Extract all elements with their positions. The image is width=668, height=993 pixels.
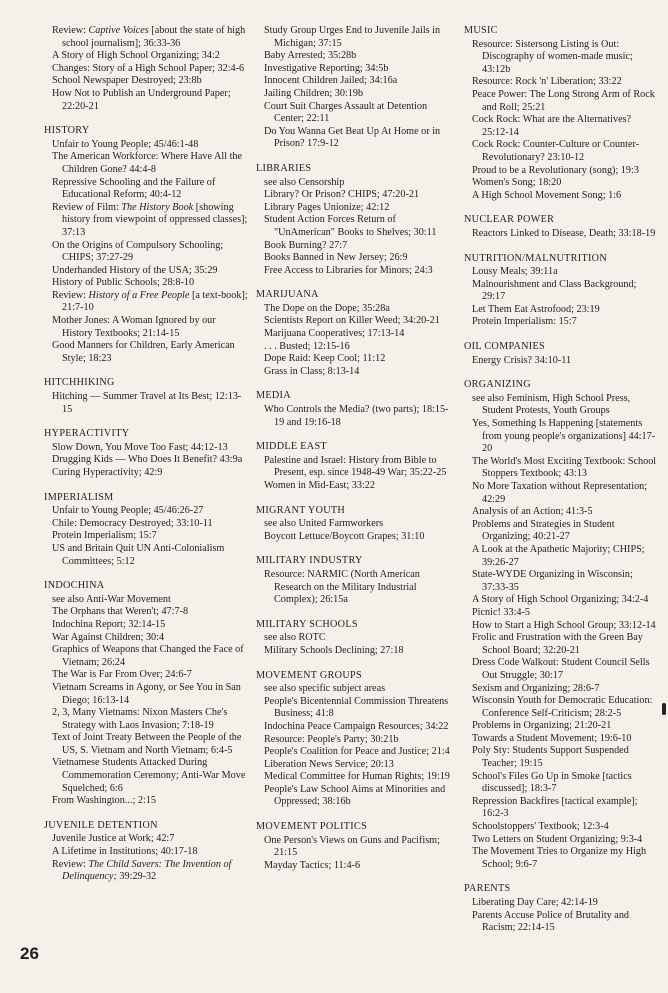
index-entry: Innocent Children Jailed; 34:16a [264, 75, 398, 87]
index-section [464, 379, 658, 871]
index-section [256, 505, 452, 544]
index-entry: 2, 3, Many Vietnams: Nixon Masters Che's Strategy with Laos Invasion; 7:18-19 [52, 707, 228, 731]
index-entry: Library? Or Prison? CHIPS; 47:20-21 [264, 189, 420, 201]
index-entry: Medical Committee for Human Rights; 19:19 [264, 771, 450, 783]
index-entry: People's Law School Aims at Minorities and Oppressed; 38:16b [264, 783, 446, 808]
index-section [256, 390, 452, 429]
index-entry: Hitching — Summer Travel at Its Best; 12:13-15 [52, 391, 242, 415]
index-entry: Let Them Eat Astrofood; 23:19 [472, 303, 600, 315]
index-entry: Resource: NARMIC (North American Research on the Military Industrial Complex); 26:15a [264, 568, 420, 606]
index-entry: Cock Rock: What are the Alternatives? 25:12-14 [472, 114, 632, 138]
index-entry: One Person's Views on Guns and Pacifism; 21:15 [264, 834, 440, 859]
index-section [44, 492, 248, 569]
index-entry: Drugging Kids — Who Does It Benefit? 43:9a [52, 454, 243, 466]
section-heading: NUCLEAR POWER [464, 214, 555, 226]
index-column-2 [256, 25, 452, 884]
index-entry: Cock Rock: Counter-Culture or Counter-Revolutionary? 23:10-12 [472, 139, 640, 163]
index-entry: Text of Joint Treaty Between the People of the US, S. Vietnam and North Vietnam; 6:4-5 [52, 732, 242, 756]
index-section [256, 163, 452, 277]
index-entry: Changes: Story of a High School Paper; 32:4-6 [52, 62, 245, 74]
index-entry: How to Start a High School Group; 33:12-14 [472, 619, 656, 631]
index-entry: A Story of High School Organizing; 34:2 [52, 50, 220, 62]
index-entry: The Movement Tries to Organize my High School; 9:6-7 [472, 846, 647, 870]
index-entry: People's Bicentennial Commission Threatens Business; 41:8 [264, 695, 449, 720]
index-entry: Who Controls the Media? (two parts); 18:15-19 and 19:16-18 [264, 404, 449, 428]
index-entry: Dress Code Walkout: Student Council Sells Out Struggle; 30:17 [472, 657, 650, 681]
index-entry: Schoolstoppers' Textbook; 12:3-4 [472, 821, 609, 833]
index-entry: Wisconsin Youth for Democratic Education: Conference Self-Criticism; 28:2-5 [472, 695, 653, 719]
index-entry: Vietnam Screams in Agony, or See You in San Diego; 16:13-14 [52, 681, 241, 706]
index-entry: Reactors Linked to Disease, Death; 33:18-19 [472, 227, 656, 239]
index-entry: Repression Backfires [tactical example]; 16:2-3 [472, 795, 638, 820]
section-heading: MOVEMENT GROUPS [256, 669, 362, 681]
index-entry: The American Workforce: Where Have All the Children Gone? 44:4-8 [52, 151, 243, 175]
index-section [256, 441, 452, 492]
index-entry: Indochina Report; 32:14-15 [52, 618, 166, 630]
section-heading: MILITARY SCHOOLS [256, 618, 358, 630]
index-section [44, 428, 248, 479]
index-entry: The Dope on the Dope; 35:28a [264, 302, 390, 314]
index-entry: Review: Captive Voices [about the state of high school journalism]; 36:33-36 [52, 25, 246, 49]
index-entry: Parents Accuse Police of Brutality and Racism; 22:14-15 [472, 909, 630, 934]
section-heading: MOVEMENT POLITICS [256, 821, 368, 833]
index-section [44, 820, 248, 884]
index-entry: see also ROTC [264, 632, 326, 644]
section-heading: PARENTS [464, 883, 511, 895]
index-section [464, 253, 658, 330]
index-entry: Good Manners for Children, Early American Style; 18:23 [52, 340, 235, 364]
index-entry: War Against Children; 30:4 [52, 631, 165, 643]
index-entry: see also Feminism, High School Press, Student Protests, Youth Groups [472, 392, 631, 417]
page-number: 26 [20, 944, 39, 963]
index-entry: Boycott Lettuce/Boycott Grapes; 31:10 [264, 530, 425, 542]
index-entry: A Story of High School Organizing; 34:2-4 [472, 594, 649, 606]
index-entry: State-WYDE Organizing in Wisconsin; 37:33-35 [472, 569, 633, 593]
index-entry: Sexism and Organizing; 28:6-7 [472, 682, 600, 694]
scan-mark [662, 703, 666, 715]
index-entry: Books Banned in New Jersey; 26:9 [264, 252, 408, 264]
index-entry: Curing Hyperactivity; 42:9 [52, 467, 163, 478]
index-entry: Analysis of an Action; 41:3-5 [472, 506, 593, 518]
index-entry: Palestine and Israel: History from Bible to Present, esp. since 1948-49 War; 35:22-25 [264, 454, 447, 479]
index-entry: From Washington...; 2:15 [52, 795, 156, 807]
index-entry: Court Suit Charges Assault at Detention Center; 22:11 [264, 100, 428, 125]
index-entry: Investigative Reporting; 34:5b [264, 62, 389, 74]
index-entry: Study Group Urges End to Juvenile Jails in Michigan; 37:15 [264, 25, 441, 49]
index-entry: Liberating Day Care; 42:14-19 [472, 897, 598, 908]
index-entry: see also Censorship [264, 176, 345, 188]
section-heading: MUSIC [464, 25, 498, 36]
index-section [44, 377, 248, 416]
index-entry: Peace Power: The Long Strong Arm of Rock and Roll; 25:21 [472, 88, 655, 113]
index-entry: Indochina Peace Campaign Resources; 34:22 [264, 720, 449, 732]
section-heading: MIDDLE EAST [256, 441, 327, 453]
index-entry: School's Files Go Up in Smoke [tactics discussed]; 18:3-7 [472, 770, 632, 795]
index-entry: Underhanded History of the USA; 35:29 [52, 264, 218, 276]
index-entry: Free Access to Libraries for Minors; 24:3 [264, 264, 433, 276]
section-heading: NUTRITION/MALNUTRITION [464, 252, 607, 264]
index-section [256, 670, 452, 810]
index-section [44, 580, 248, 808]
index-entry: Unfair to Young People; 45/46:1-48 [52, 138, 199, 150]
index-entry: Slow Down, You Move Too Fast; 44:12-13 [52, 441, 228, 453]
index-section [44, 125, 248, 365]
index-entry: Protein Imperialism: 15:7 [472, 316, 577, 328]
index-entry: The War is Far From Over; 24:6-7 [52, 669, 192, 681]
index-section [464, 25, 658, 202]
index-entry: Protein Imperialism; 15:7 [52, 530, 157, 542]
index-entry: Graphics of Weapons that Changed the Face of Vietnam; 26:24 [52, 644, 244, 668]
index-entry: Women in Mid-East; 33:22 [264, 480, 375, 491]
index-entry: Chile: Democracy Destroyed; 33:10-11 [52, 517, 213, 529]
index-entry: Review: History of a Free People [a text-book]; 21:7-10 [52, 289, 248, 314]
index-entry: see also United Farmworkers [264, 518, 384, 530]
index-entry: Repressive Schooling and the Failure of Educational Reform; 40:4-12 [52, 176, 216, 201]
index-entry: How Not to Publish an Underground Paper; 22:20-21 [52, 87, 231, 112]
index-entry: Energy Crisis? 34:10-11 [472, 354, 572, 366]
index-entry: Resource: Rock 'n' Liberation; 33:22 [472, 76, 622, 88]
index-entry: School Newspaper Destroyed; 23:8b [52, 75, 202, 87]
index-entry: Yes, Something Is Happening [statements from young people's organizations] 44:17-20 [472, 418, 656, 455]
index-entry: Towards a Student Movement; 19:6-10 [472, 732, 632, 744]
index-entry: History of Public Schools; 28:8-10 [52, 277, 195, 289]
index-section [256, 555, 452, 606]
index-entry: Liberation News Service; 20:13 [264, 758, 394, 770]
index-entry: A Lifetime in Institutions; 40:17-18 [52, 846, 198, 858]
section-heading: JUVENILE DETENTION [44, 819, 158, 831]
index-entry: Mayday Tactics; 11:4-6 [264, 859, 361, 871]
index-entry: Juvenile Justice at Work; 42:7 [52, 833, 175, 845]
index-entry: Mother Jones: A Woman Ignored by our History Textbooks; 21:14-15 [52, 315, 216, 339]
index-section [44, 25, 248, 113]
index-entry: Malnourishment and Class Background; 29:17 [472, 278, 637, 303]
index-entry: Jailing Children; 30:19b [264, 87, 364, 99]
index-entry: . . . Busted; 12:15-16 [264, 340, 350, 352]
section-heading: HISTORY [44, 125, 90, 137]
index-section [256, 25, 452, 151]
index-section [256, 289, 452, 378]
index-entry: Unfair to Young People; 45/46:26-27 [52, 505, 204, 517]
index-entry: US and Britain Quit UN Anti-Colonialism Committees; 5:12 [52, 542, 225, 567]
index-entry: Lousy Meals; 39:11a [472, 266, 558, 278]
index-entry: Dope Raid: Keep Cool; 11:12 [264, 353, 386, 365]
index-entry: see also Anti-War Movement [52, 593, 171, 605]
index-entry: Problems in Organizing; 21:20-21 [472, 720, 612, 732]
index-section [464, 341, 658, 367]
index-section [256, 619, 452, 658]
index-entry: No More Taxation without Representation; 42:29 [472, 481, 648, 505]
index-entry: Do You Wanna Get Beat Up At Home or in Prison? 17:9-12 [264, 125, 441, 150]
section-heading: MIGRANT YOUTH [256, 504, 346, 516]
section-heading: MILITARY INDUSTRY [256, 555, 363, 567]
section-heading: IMPERIALISM [44, 491, 114, 503]
section-heading: MEDIA [256, 390, 291, 402]
index-entry: Review: The Child Savers: The Invention of Delinquency; 39:29-32 [52, 858, 232, 883]
index-entry: The Orphans that Weren't; 47:7-8 [52, 606, 189, 618]
index-entry: A High School Movement Song; 1:6 [472, 189, 622, 201]
section-heading: LIBRARIES [256, 162, 312, 174]
index-entry: Resource: Sistersong Listing is Out: Discography of women-made music; 43:12b [472, 38, 633, 75]
section-heading: HITCHHIKING [44, 377, 115, 389]
index-entry: A Look at the Apathetic Majority; CHIPS; 39:26-27 [472, 543, 645, 568]
index-column-3 [464, 25, 658, 947]
index-entry: Scientists Report on Killer Weed; 34:20-21 [264, 315, 440, 327]
index-entry: Women's Song; 18:20 [472, 177, 562, 189]
index-section [464, 214, 658, 240]
index-entry: Marijuana Cooperatives; 17:13-14 [264, 328, 405, 340]
index-entry: Baby Arrested; 35:28b [264, 50, 357, 62]
index-entry: Vietnamese Students Attacked During Commemoration Ceremony; Anti-War Move Squelched; 6:6 [52, 757, 246, 794]
index-entry: On the Origins of Compulsory Schooling; CHIPS; 37:27-29 [52, 239, 224, 264]
index-entry: Frolic and Frustration with the Green Bay School Board; 32:20-21 [472, 632, 643, 656]
index-entry: Library Pages Unionize; 42:12 [264, 201, 390, 213]
section-heading: ORGANIZING [464, 379, 531, 391]
section-heading: MARIJUANA [256, 289, 319, 301]
index-column-1 [44, 25, 248, 896]
index-entry: Poly Sty: Students Support Suspended Teacher; 19:15 [472, 745, 629, 770]
index-entry: Student Action Forces Return of "UnAmerican" Books to Shelves; 30:11 [264, 214, 437, 238]
index-section [256, 821, 452, 872]
index-entry: Military Schools Declining; 27:18 [264, 644, 404, 656]
index-entry: People's Coalition for Peace and Justice; 21:4 [264, 746, 450, 758]
index-entry: Two Letters on Student Organizing; 9:3-4 [472, 833, 643, 845]
index-entry: The World's Most Exciting Textbook: School Stoppers Textbook; 43:13 [472, 455, 657, 480]
index-entry: Problems and Strategies in Student Organizing; 40:21-27 [472, 518, 615, 543]
section-heading: HYPERACTIVITY [44, 428, 130, 440]
index-entry: Picnic! 33:4-5 [472, 606, 531, 618]
index-entry: Resource: People's Party; 30:21b [264, 733, 399, 745]
index-entry: Proud to be a Revolutionary (song); 19:3 [472, 164, 639, 176]
section-heading: INDOCHINA [44, 580, 105, 592]
index-section [464, 883, 658, 934]
index-entry: see also specific subject areas [264, 683, 386, 695]
index-entry: Grass in Class; 8:13-14 [264, 365, 360, 377]
section-heading: OIL COMPANIES [464, 341, 545, 353]
index-entry: Review of Film: The History Book [showing history from viewpoint of oppressed classes]; 37:13 [52, 201, 248, 238]
index-entry: Book Burning? 27:7 [264, 239, 348, 251]
